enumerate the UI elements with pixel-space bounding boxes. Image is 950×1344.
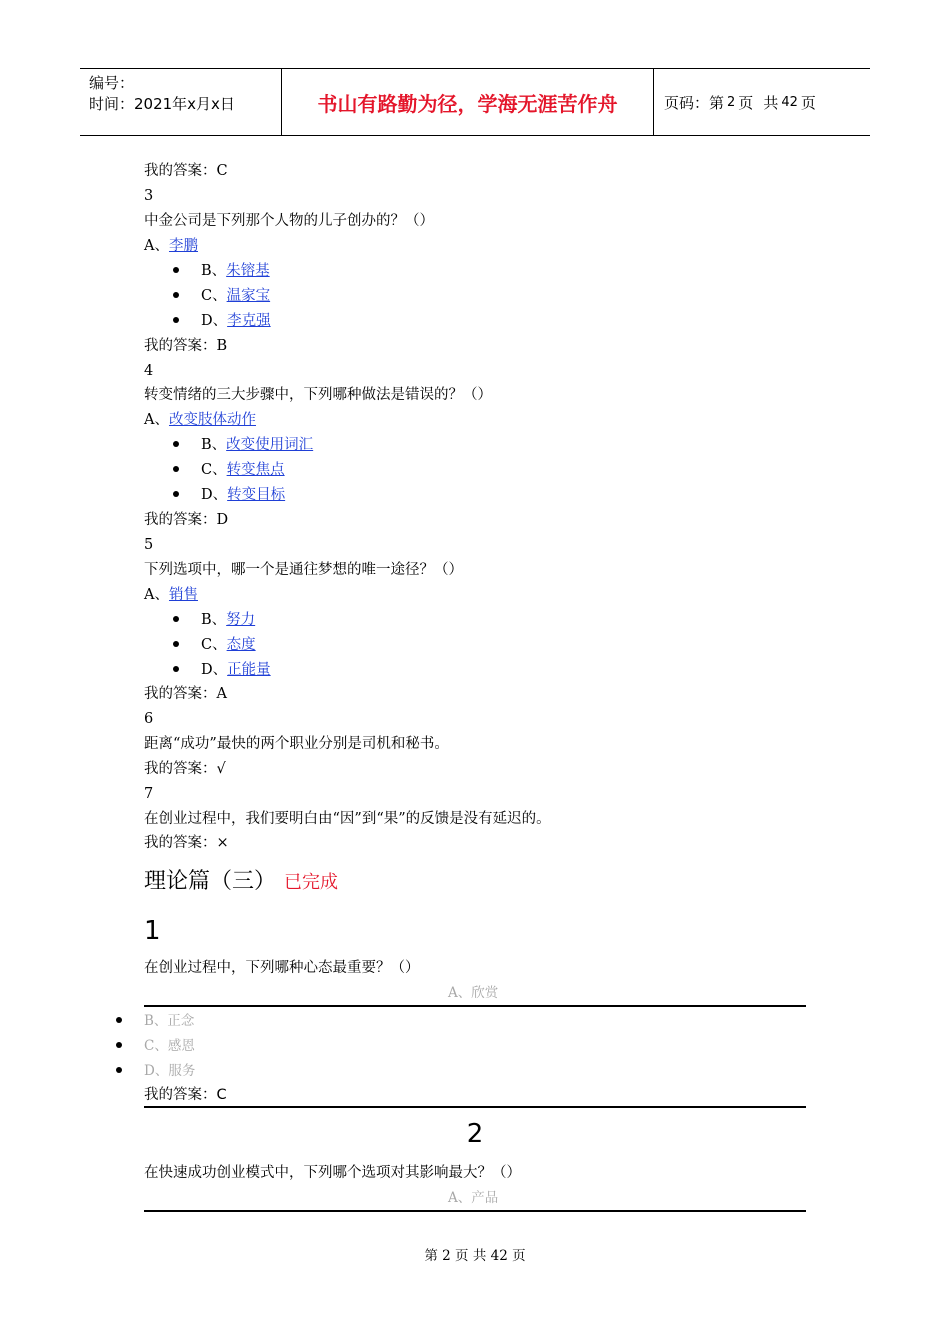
section-title: 理论篇（三） 已完成: [144, 869, 339, 894]
bullet-icon: [173, 466, 179, 472]
bullet-icon: [173, 267, 179, 273]
header-motto: 书山有路勤为径，学海无涯苦作舟: [282, 69, 654, 135]
q5-number: 5: [144, 537, 154, 553]
bullet-icon: [173, 441, 179, 447]
bullet-icon: [173, 317, 179, 323]
q3-option-a: A、李鹏: [144, 238, 198, 254]
q3-option-a-link[interactable]: 李鹏: [168, 238, 198, 254]
bullet-icon: [173, 292, 179, 298]
s3q1-text: 在创业过程中，下列哪种心态最重要？（）: [144, 960, 420, 976]
divider: [144, 1005, 806, 1007]
bullet-icon: [173, 641, 179, 647]
q5-answer: 我的答案：A: [144, 686, 227, 702]
q3-text: 中金公司是下列那个人物的儿子创办的？（）: [144, 213, 434, 229]
q4-number: 4: [144, 363, 154, 379]
q4-option-d: D、转变目标: [201, 487, 286, 503]
q3-answer: 我的答案：B: [144, 338, 228, 354]
bullet-icon: [116, 1042, 122, 1048]
q5-option-a: A、销售: [144, 587, 198, 603]
q5-option-a-link[interactable]: 销售: [168, 587, 198, 603]
bullet-icon: [173, 666, 179, 672]
q5-option-c-link[interactable]: 态度: [226, 637, 256, 653]
number-label: 编号：: [89, 74, 135, 92]
total-pages: 42: [781, 94, 798, 110]
q3-option-d: D、李克强: [201, 313, 271, 329]
q5-option-c: C、态度: [201, 637, 256, 653]
q3-number: 3: [144, 188, 154, 204]
total-prefix: 共: [763, 93, 779, 112]
bullet-icon: [173, 491, 179, 497]
q5-option-b: B、努力: [201, 612, 256, 628]
q6-number: 6: [144, 711, 154, 727]
q5-option-d: D、正能量: [201, 662, 271, 678]
s3q1-option-d[interactable]: D、服务: [144, 1063, 196, 1079]
s3q1-option-a[interactable]: A、欣赏: [448, 985, 499, 1001]
q7-number: 7: [144, 786, 154, 802]
q4-option-a: A、改变肢体动作: [144, 412, 256, 428]
q6-answer: 我的答案：√: [144, 761, 226, 777]
bullet-icon: [173, 616, 179, 622]
q4-option-c: C、转变焦点: [201, 462, 285, 478]
q5-option-b-link[interactable]: 努力: [226, 612, 256, 628]
divider: [144, 1210, 806, 1212]
q2-answer: 我的答案：C: [144, 163, 228, 179]
bullet-icon: [116, 1067, 122, 1073]
q3-option-d-link[interactable]: 李克强: [227, 313, 271, 329]
q5-text: 下列选项中，哪一个是通往梦想的唯一途径？（）: [144, 562, 463, 578]
q3-option-b: B、朱镕基: [201, 263, 270, 279]
q4-option-b: B、改变使用词汇: [201, 437, 314, 453]
s3q1-option-c[interactable]: C、感恩: [144, 1038, 195, 1054]
s3q2-number: 2: [466, 1119, 484, 1149]
q7-answer: 我的答案：×: [144, 835, 229, 851]
q4-option-b-link[interactable]: 改变使用词汇: [226, 437, 314, 453]
s3q2-option-a[interactable]: A、产品: [448, 1190, 499, 1206]
q5-option-d-link[interactable]: 正能量: [227, 662, 271, 678]
q3-option-b-link[interactable]: 朱镕基: [226, 263, 270, 279]
header-meta: [80, 69, 282, 135]
q6-text: 距离“成功”最快的两个职业分别是司机和秘书。: [144, 736, 449, 752]
page-header: [80, 68, 870, 136]
time-label: 时间：2021年x月x日: [89, 95, 235, 113]
page-prefix: 页码：第: [664, 93, 725, 112]
q4-text: 转变情绪的三大步骤中，下列哪种做法是错误的？（）: [144, 387, 492, 403]
bullet-icon: [116, 1017, 122, 1023]
q4-answer: 我的答案：D: [144, 512, 229, 528]
s3q1-answer: 我的答案：C: [144, 1087, 227, 1103]
header-page-info: [654, 69, 870, 135]
q3-option-c-link[interactable]: 温家宝: [226, 288, 271, 304]
section-status: 已完成: [284, 872, 339, 893]
s3q2-text: 在快速成功创业模式中，下列哪个选项对其影响最大？（）: [144, 1165, 521, 1181]
s3q1-option-b[interactable]: B、正念: [144, 1013, 195, 1029]
page-current: 2: [727, 94, 736, 110]
q4-option-c-link[interactable]: 转变焦点: [226, 462, 285, 478]
q3-option-c: C、温家宝: [201, 288, 271, 304]
q7-text: 在创业过程中，我们要明白由“因”到“果”的反馈是没有延迟的。: [144, 811, 551, 827]
s3q1-number: 1: [144, 916, 161, 946]
q4-option-d-link[interactable]: 转变目标: [227, 487, 286, 503]
divider: [144, 1106, 806, 1108]
q4-option-a-link[interactable]: 改变肢体动作: [168, 412, 256, 428]
total-suffix: 页: [800, 93, 816, 112]
page-footer: 第 2 页 共 42 页: [424, 1248, 526, 1264]
page-suffix: 页: [738, 93, 754, 112]
